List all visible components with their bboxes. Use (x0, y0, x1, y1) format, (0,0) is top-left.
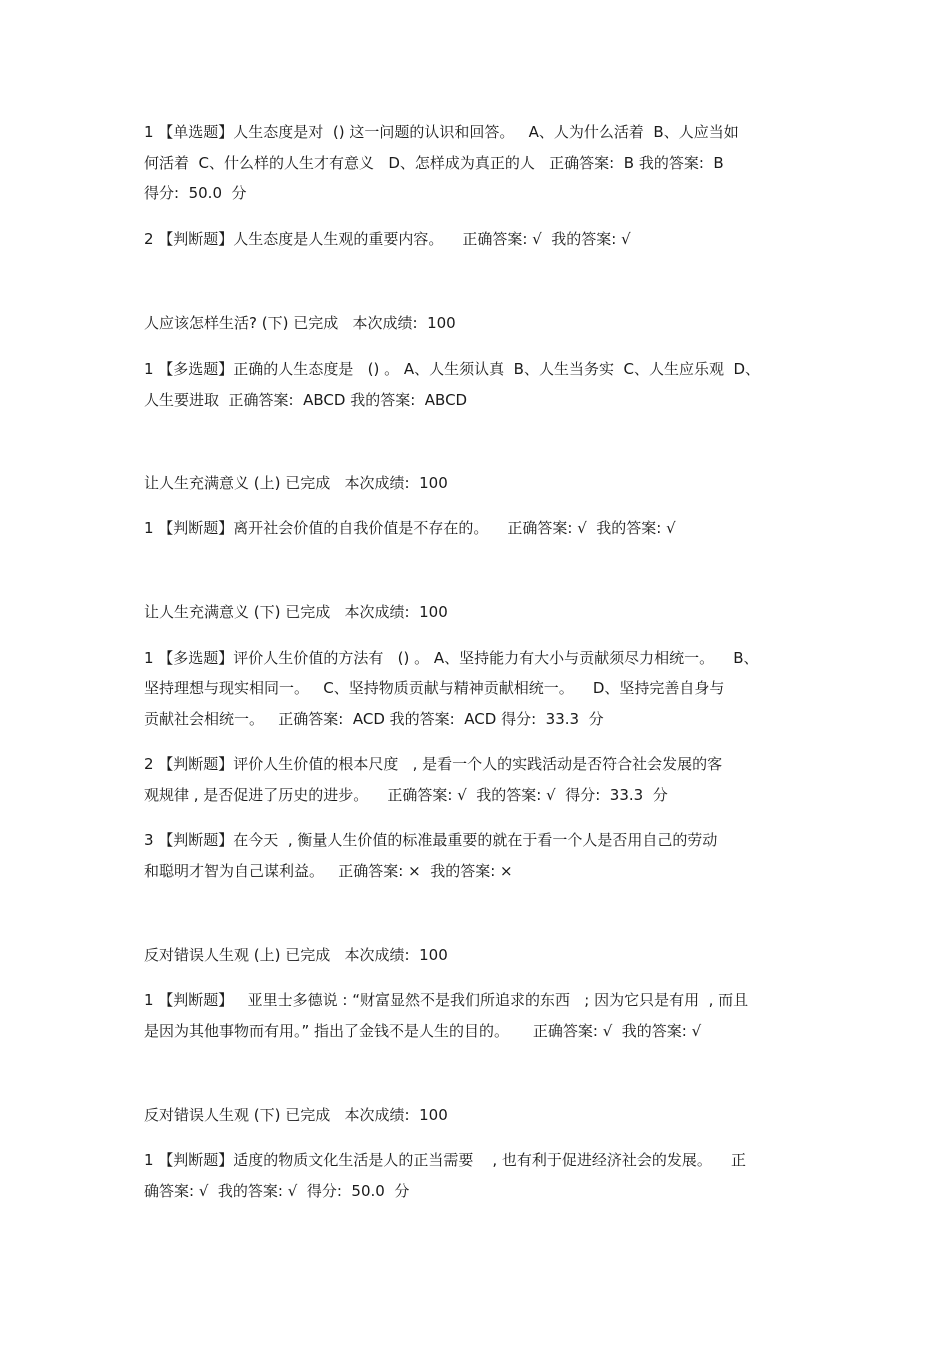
question-text-line: 1 【判断题】适度的物质文化生活是人的正当需要 , 也有利于促进经济社会的发展。 正 (144, 1151, 746, 1169)
question-text-line: 3 【判断题】在今天 , 衡量人生价值的标准最重要的就在于看一个人是否用自己的劳动 (144, 831, 718, 849)
question-text-line: 1 【判断题】离开社会价值的自我价值是不存在的。 正确答案: √ 我的答案: √ (144, 519, 676, 537)
question-text-line: 人生要进取 正确答案: ABCD 我的答案: ABCD (144, 391, 468, 409)
section-heading: 人应该怎样生活? (下) 已完成 本次成绩: 100 (144, 314, 456, 332)
question-text-line: 是因为其他事物而有用。” 指出了金钱不是人生的目的。 正确答案: √ 我的答案: √ (144, 1022, 702, 1040)
section-heading: 让人生充满意义 (下) 已完成 本次成绩: 100 (144, 603, 448, 621)
question-text-line: 1 【判断题】 亚里士多德说 : “财富显然不是我们所追求的东西 ; 因为它只是有用 , 而且 (144, 991, 749, 1009)
question-text-line: 1 【多选题】评价人生价值的方法有 () 。 A、坚持能力有大小与贡献须尽力相统一。 B、 (144, 649, 759, 667)
section-heading: 反对错误人生观 (上) 已完成 本次成绩: 100 (144, 946, 448, 964)
question-text-line: 确答案: √ 我的答案: √ 得分: 50.0 分 (144, 1182, 410, 1200)
question-text-line: 贡献社会相统一。 正确答案: ACD 我的答案: ACD 得分: 33.3 分 (144, 710, 604, 728)
question-text-line: 观规律 , 是否促进了历史的进步。 正确答案: √ 我的答案: √ 得分: 33.3 分 (144, 786, 668, 804)
question-text-line: 何活着 C、什么样的人生才有意义 D、怎样成为真正的人 正确答案: B 我的答案: B (144, 154, 724, 172)
question-text-line: 1 【多选题】正确的人生态度是 () 。 A、人生须认真 B、人生当务实 C、人生应乐观 D、 (144, 360, 761, 378)
score-line: 得分: 50.0 分 (144, 184, 247, 202)
question-text-line: 2 【判断题】人生态度是人生观的重要内容。 正确答案: √ 我的答案: √ (144, 230, 631, 248)
section-heading: 反对错误人生观 (下) 已完成 本次成绩: 100 (144, 1106, 448, 1124)
question-text-line: 坚持理想与现实相同一。 C、坚持物质贡献与精神贡献相统一。 D、坚持完善自身与 (144, 679, 725, 697)
section-heading: 让人生充满意义 (上) 已完成 本次成绩: 100 (144, 474, 448, 492)
question-text-line: 和聪明才智为自己谋利益。 正确答案: × 我的答案: × (144, 862, 513, 880)
question-text-line: 2 【判断题】评价人生价值的根本尺度 , 是看一个人的实践活动是否符合社会发展的客 (144, 755, 723, 773)
question-text-line: 1 【单选题】人生态度是对 () 这一问题的认识和回答。 A、人为什么活着 B、人应当如 (144, 123, 739, 141)
